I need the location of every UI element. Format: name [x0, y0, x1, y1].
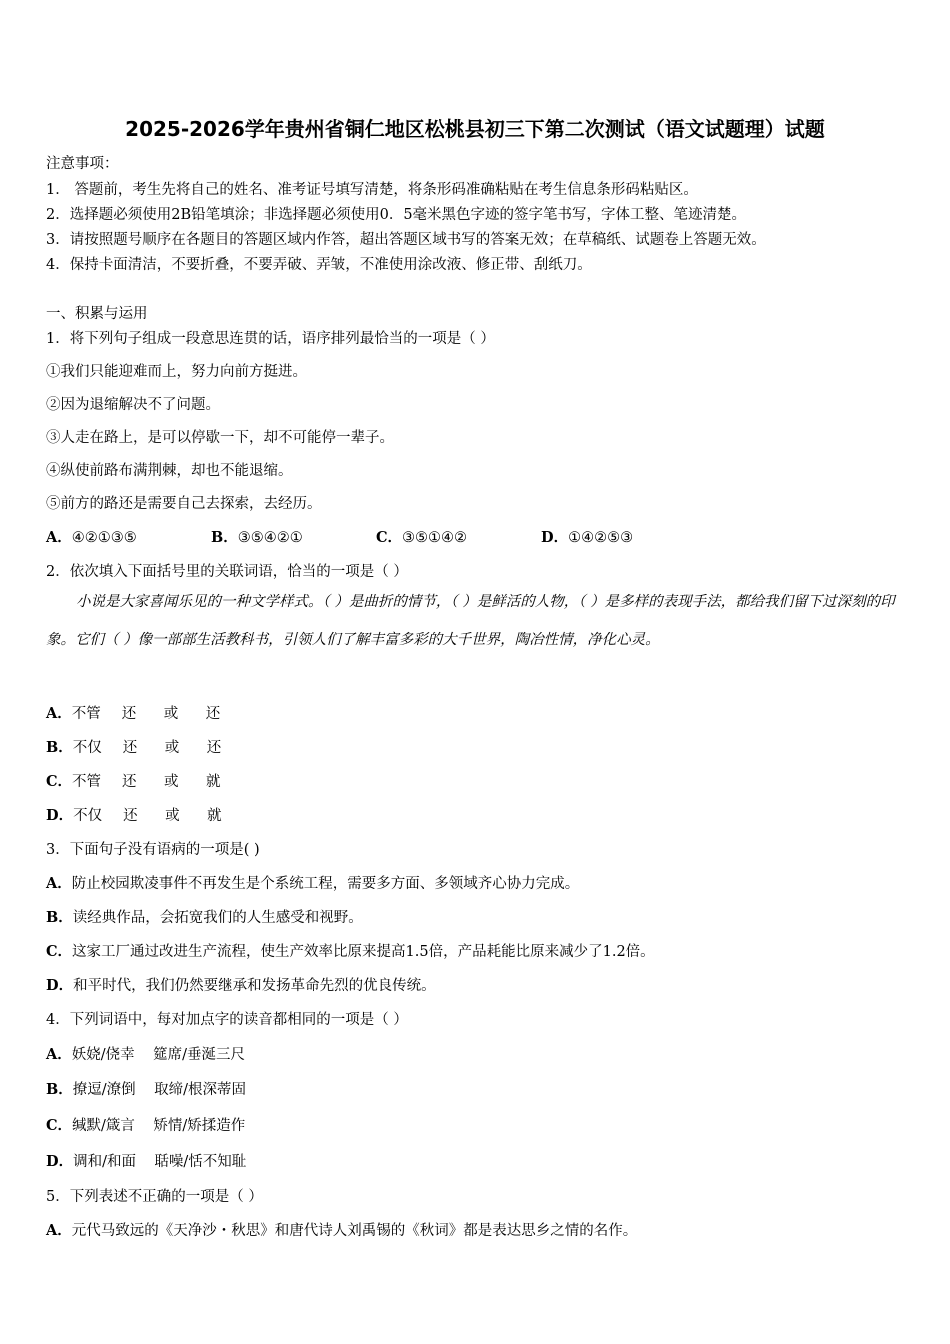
- option-d[interactable]: D．①④②⑤③: [541, 529, 634, 546]
- question-2-option-c[interactable]: C．不管 还 或 就: [46, 773, 221, 790]
- notice-heading: 注意事项：: [46, 156, 119, 172]
- exam-title: 2025-2026学年贵州省铜仁地区松桃县初三下第二次测试（语文试题理）试题: [125, 117, 825, 141]
- notice-item: 1． 答题前，考生先将自己的姓名、准考证号填写清楚，将条形码准确粘贴在考生信息条形码粘贴区。: [46, 182, 698, 198]
- question-5-stem: 5．下列表述不正确的一项是（ ）: [46, 1189, 263, 1205]
- question-4-option-c[interactable]: C．缄默/箴言 矫情/矫揉造作: [46, 1117, 246, 1134]
- option-a[interactable]: A．④②①③⑤: [46, 529, 137, 546]
- question-2-passage: 小说是大家喜闻乐见的一种文学样式。（ ）是曲折的情节，（ ）是鲜活的人物，（ ）是多样的表现手法，都给我们留下过深刻的印象。它们（ ）像一部部生活教科书，引领人们了解丰富多彩的大千世界，陶冶性情，净化心灵。: [46, 594, 895, 648]
- question-1-sentence: ②因为退缩解决不了问题。: [46, 397, 220, 413]
- question-2-option-b[interactable]: B．不仅 还 或 还: [46, 739, 222, 756]
- question-1-sentence: ⑤前方的路还是需要自己去探索，去经历。: [46, 496, 322, 512]
- question-4-option-a[interactable]: A．妖娆/侥幸 筵席/垂涎三尺: [46, 1046, 245, 1063]
- question-3-option-b[interactable]: B．读经典作品，会拓宽我们的人生感受和视野。: [46, 909, 363, 926]
- section-heading: 一、积累与运用: [46, 306, 148, 322]
- notice-item: 4．保持卡面清洁，不要折叠，不要弄破、弄皱，不准使用涂改液、修正带、刮纸刀。: [46, 257, 592, 273]
- notice-item: 3．请按照题号顺序在各题目的答题区域内作答，超出答题区域书写的答案无效；在草稿纸、试题卷上答题无效。: [46, 232, 766, 248]
- question-3-option-a[interactable]: A．防止校园欺凌事件不再发生是个系统工程，需要多方面、多领域齐心协力完成。: [46, 875, 580, 892]
- question-1-sentence: ④纵使前路布满荆棘，却也不能退缩。: [46, 463, 293, 479]
- question-1-sentence: ③人走在路上，是可以停歇一下，却不可能停一辈子。: [46, 430, 394, 446]
- question-2-option-a[interactable]: A．不管 还 或 还: [46, 705, 221, 722]
- notice-item: 2．选择题必须使用2B铅笔填涂；非选择题必须使用0．5毫米黑色字迹的签字笔书写，字体工整、笔迹清楚。: [46, 207, 747, 223]
- question-4-option-b[interactable]: B．撩逗/潦倒 取缔/根深蒂固: [46, 1081, 246, 1098]
- question-1-sentence: ①我们只能迎难而上，努力向前方挺进。: [46, 364, 307, 380]
- question-4-stem: 4．下列词语中，每对加点字的读音都相同的一项是（ ）: [46, 1012, 408, 1028]
- option-c[interactable]: C．③⑤①④②: [376, 529, 468, 546]
- question-1-options: [46, 526, 706, 547]
- option-b[interactable]: B．③⑤④②①: [211, 529, 303, 546]
- question-3-stem: 3．下面句子没有语病的一项是( ): [46, 842, 260, 858]
- question-5-option-a[interactable]: A．元代马致远的《天净沙・秋思》和唐代诗人刘禹锡的《秋词》都是表达思乡之情的名作。: [46, 1222, 638, 1239]
- question-4-option-d[interactable]: D．调和/和面 聒噪/恬不知耻: [46, 1153, 247, 1170]
- question-1-stem: 1．将下列句子组成一段意思连贯的话，语序排列最恰当的一项是（ ）: [46, 331, 495, 347]
- question-3-option-d[interactable]: D．和平时代，我们仍然要继承和发扬革命先烈的优良传统。: [46, 977, 436, 994]
- question-2-option-d[interactable]: D．不仅 还 或 就: [46, 807, 222, 824]
- question-2-stem: 2．依次填入下面括号里的关联词语，恰当的一项是（ ）: [46, 564, 408, 580]
- question-3-option-c[interactable]: C．这家工厂通过改进生产流程，使生产效率比原来提高1.5倍，产品耗能比原来减少了1.2倍。: [46, 943, 655, 960]
